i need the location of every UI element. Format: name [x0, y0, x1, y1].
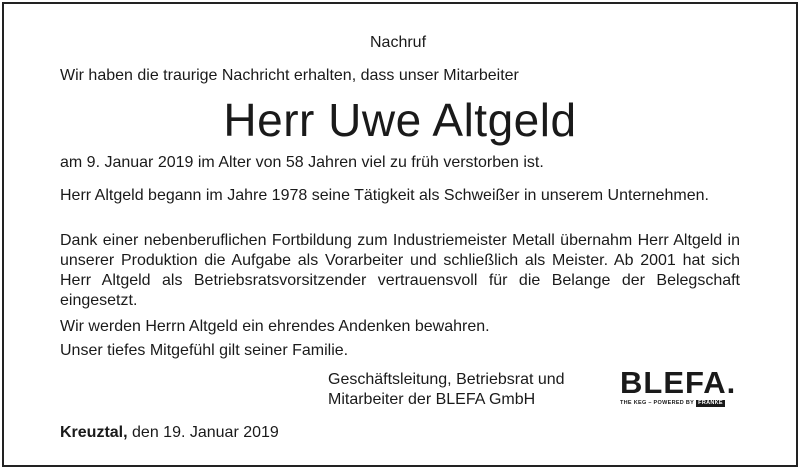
intro-text: Wir haben die traurige Nachricht erhalten, dass unser Mitarbeiter: [60, 67, 519, 84]
paragraph-remembrance: Wir werden Herrn Altgeld ein ehrendes Andenken bewahren.: [60, 318, 490, 335]
deceased-name: Herr Uwe Altgeld: [223, 94, 577, 146]
footer-date: den 19. Januar 2019: [127, 424, 279, 441]
place-date-footer: [60, 423, 279, 443]
death-date-line: am 9. Januar 2019 im Alter von 58 Jahren viel zu früh verstorben ist.: [60, 154, 544, 171]
logo-tagline-text: THE KEG – POWERED BY: [620, 400, 695, 406]
logo-wordmark: BLEFA.: [620, 365, 737, 400]
paragraph-condolence: Unser tiefes Mitgefühl gilt seiner Familie.: [60, 342, 349, 359]
paragraph-career-details: Dank einer nebenberuflichen Fortbildung zum Industriemeister Metall übernahm Herr Altgeld in unserer Produktion die Aufgabe als Vorarbeiter und schließlich als Meister. Ab 2001 hat sich Herr Altgeld als Betriebsratsvorsitzender vertrauensvoll für die Belange der Belegschaft eingesetzt.: [60, 232, 740, 309]
logo-tagline-brand: FRANKE: [698, 400, 723, 406]
signature-line-1: Geschäftsleitung, Betriebsrat und: [328, 371, 565, 388]
notice-kicker: Nachruf: [369, 34, 427, 51]
paragraph-career-start: Herr Altgeld begann im Jahre 1978 seine Tätigkeit als Schweißer in unserem Unternehmen.: [60, 187, 709, 204]
blefa-logo: [620, 365, 744, 409]
logo-tagline: [620, 400, 725, 407]
signature-line-2: Mitarbeiter der BLEFA GmbH: [328, 391, 536, 408]
footer-place: Kreuztal,: [60, 424, 128, 441]
